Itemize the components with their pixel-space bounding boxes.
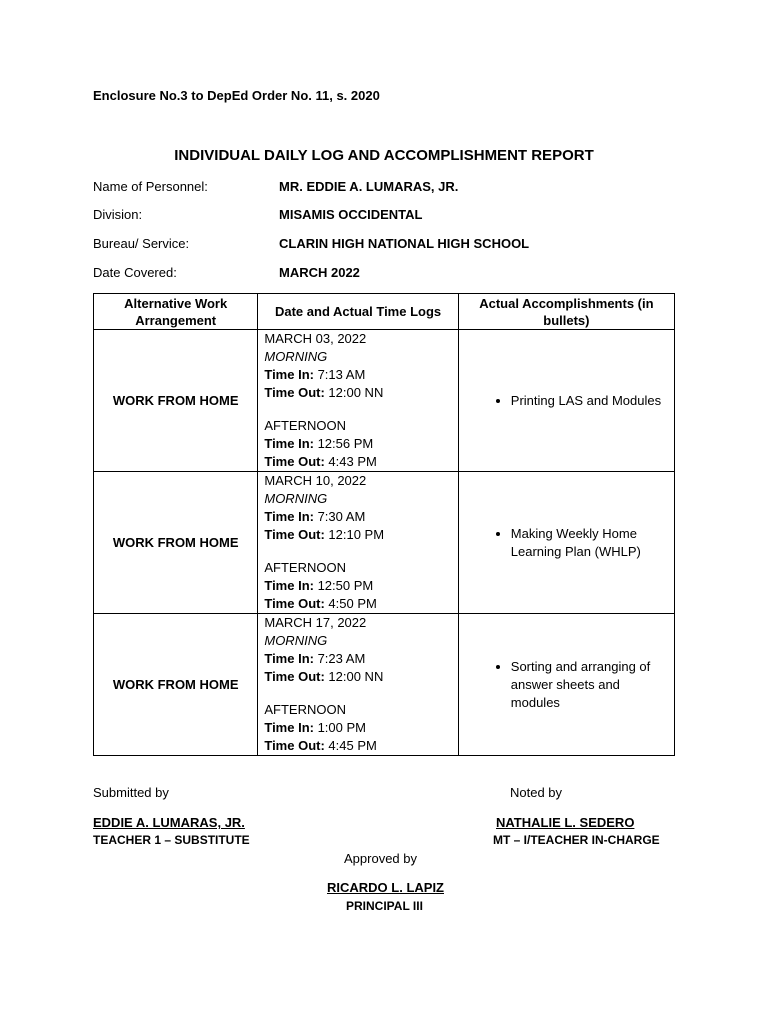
name-value: MR. EDDIE A. LUMARAS, JR. [279, 179, 459, 194]
time-out-value: 12:10 PM [324, 527, 385, 542]
afternoon-label: AFTERNOON [264, 702, 346, 717]
table-header-row [94, 294, 675, 330]
table-row [94, 472, 675, 614]
afternoon-label: AFTERNOON [264, 560, 346, 575]
submitted-by-position: TEACHER 1 – SUBSTITUTE [93, 833, 250, 847]
time-logs-cell [258, 614, 458, 756]
pm-time-out [264, 453, 457, 471]
afternoon-label: AFTERNOON [264, 418, 346, 433]
time-out-value: 4:45 PM [324, 738, 377, 753]
date-covered-label: Date Covered: [93, 265, 177, 280]
pm-time-in [264, 577, 457, 595]
morning-label: MORNING [264, 349, 328, 364]
am-time-out [264, 384, 457, 402]
time-out-label: Time Out: [264, 596, 325, 611]
submitted-by-label: Submitted by [93, 785, 169, 800]
accomplishment-cell [458, 472, 674, 614]
time-logs-cell [258, 472, 458, 614]
arrangement-cell: WORK FROM HOME [94, 614, 258, 756]
page-title: INDIVIDUAL DAILY LOG AND ACCOMPLISHMENT REPORT [174, 147, 594, 164]
time-in-label: Time In: [264, 509, 314, 524]
morning-label: MORNING [264, 633, 328, 648]
time-out-label: Time Out: [264, 738, 325, 753]
log-date: MARCH 10, 2022 [264, 473, 367, 488]
division-value: MISAMIS OCCIDENTAL [279, 207, 423, 222]
am-time-in [264, 650, 457, 668]
time-in-label: Time In: [264, 367, 314, 382]
arrangement-cell: WORK FROM HOME [94, 330, 258, 472]
time-out-label: Time Out: [264, 669, 325, 684]
accomplishment-bullet: • Sorting and arranging of answer sheets and modules [511, 658, 674, 712]
am-time-in [264, 508, 457, 526]
bureau-label: Bureau/ Service: [93, 236, 190, 251]
time-in-label: Time In: [264, 720, 314, 735]
name-label: Name of Personnel: [93, 179, 208, 194]
time-in-value: 1:00 PM [313, 720, 366, 735]
header-accomplishments: Actual Accomplishments (in bullets) [458, 294, 674, 330]
date-covered-value: MARCH 2022 [279, 265, 360, 280]
time-out-value: 12:00 NN [324, 669, 384, 684]
time-in-value: 12:56 PM [313, 436, 374, 451]
table-row [94, 614, 675, 756]
approved-by-name: RICARDO L. LAPIZ [327, 880, 444, 895]
time-in-label: Time In: [264, 651, 314, 666]
accomplishment-bullet: • Printing LAS and Modules [511, 392, 674, 410]
time-in-label: Time In: [264, 578, 314, 593]
accomplishment-bullet: • Making Weekly Home Learning Plan (WHLP) [511, 525, 674, 561]
approved-by-position: PRINCIPAL III [346, 899, 423, 913]
time-in-value: 12:50 PM [313, 578, 374, 593]
am-time-out [264, 668, 457, 686]
time-out-label: Time Out: [264, 454, 325, 469]
pm-time-out [264, 737, 457, 755]
time-out-value: 12:00 NN [324, 385, 384, 400]
arrangement-cell: WORK FROM HOME [94, 472, 258, 614]
pm-time-in [264, 435, 457, 453]
division-label: Division: [93, 207, 143, 222]
submitted-by-name: EDDIE A. LUMARAS, JR. [93, 815, 245, 830]
am-time-in [264, 366, 457, 384]
time-in-label: Time In: [264, 436, 314, 451]
approved-by-label: Approved by [344, 851, 417, 866]
noted-by-name: NATHALIE L. SEDERO [496, 815, 635, 830]
time-out-value: 4:50 PM [324, 596, 377, 611]
accomplishment-cell [458, 330, 674, 472]
enclosure-reference: Enclosure No.3 to DepEd Order No. 11, s. 2020 [93, 88, 380, 103]
noted-by-position: MT – I/TEACHER IN-CHARGE [493, 833, 660, 847]
time-out-value: 4:43 PM [324, 454, 377, 469]
morning-label: MORNING [264, 491, 328, 506]
accomplishment-cell [458, 614, 674, 756]
log-date: MARCH 17, 2022 [264, 615, 367, 630]
log-table [93, 293, 675, 756]
log-date: MARCH 03, 2022 [264, 331, 367, 346]
pm-time-out [264, 595, 457, 613]
am-time-out [264, 526, 457, 544]
noted-by-label: Noted by [510, 785, 563, 800]
time-in-value: 7:13 AM [313, 367, 366, 382]
time-in-value: 7:23 AM [313, 651, 366, 666]
table-row [94, 330, 675, 472]
time-in-value: 7:30 AM [313, 509, 366, 524]
time-out-label: Time Out: [264, 385, 325, 400]
time-out-label: Time Out: [264, 527, 325, 542]
pm-time-in [264, 719, 457, 737]
header-time-logs: Date and Actual Time Logs [258, 294, 458, 330]
time-logs-cell [258, 330, 458, 472]
bureau-value: CLARIN HIGH NATIONAL HIGH SCHOOL [279, 236, 530, 251]
header-arrangement: Alternative Work Arrangement [94, 294, 258, 330]
